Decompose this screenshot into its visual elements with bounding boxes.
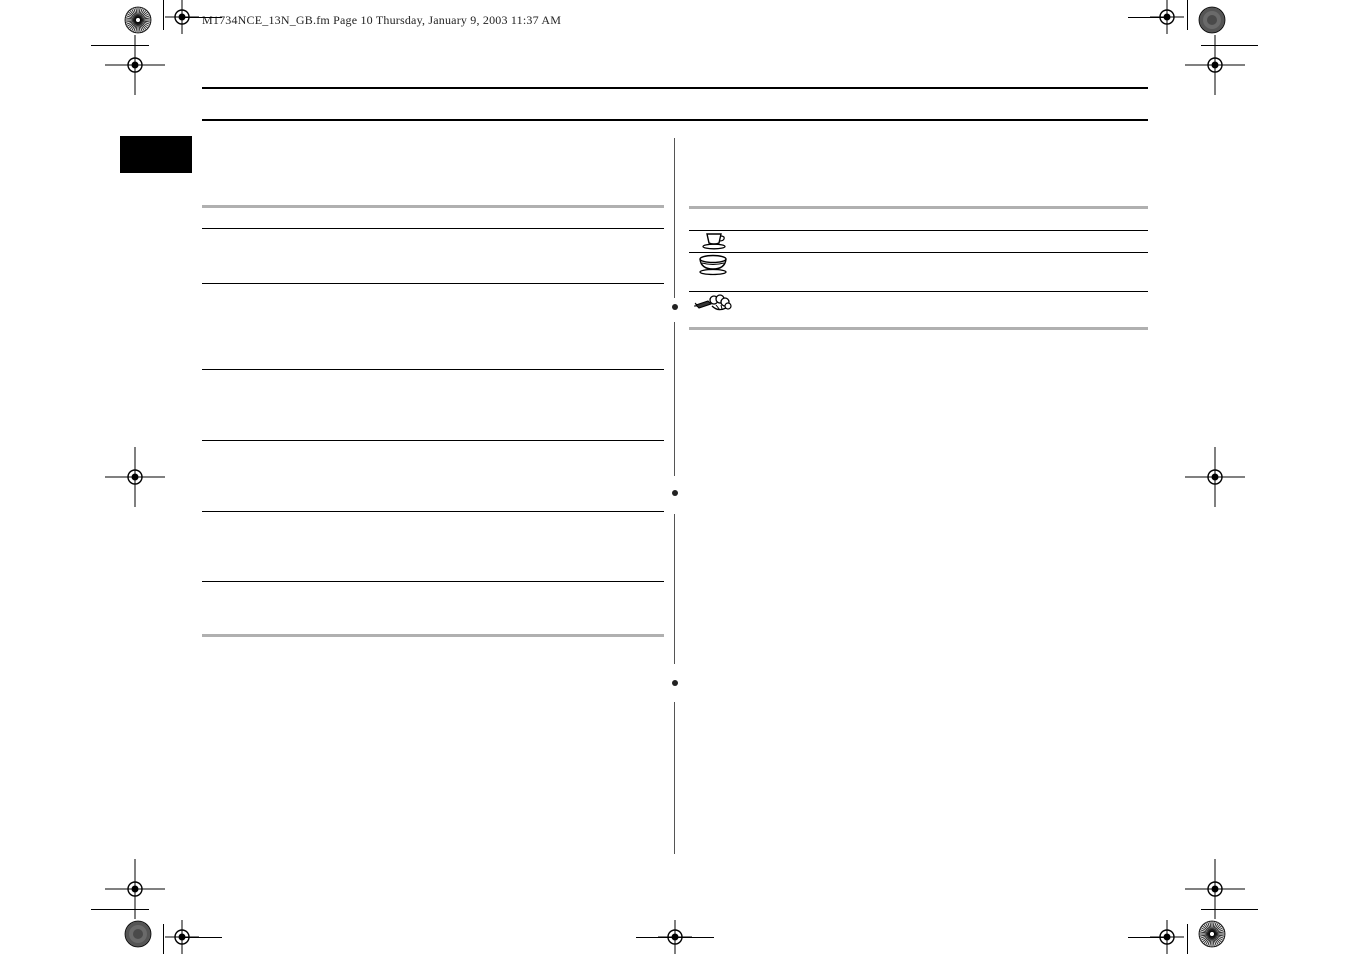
left-table-row-divider	[202, 440, 664, 441]
crop-line-vert-top-right	[1187, 0, 1188, 30]
column-divider	[674, 138, 675, 298]
left-table-row-divider	[202, 369, 664, 370]
crop-line-vert-bottom-right	[1187, 924, 1188, 954]
column-divider	[674, 514, 675, 664]
crop-line-bottom-inner-right	[1128, 937, 1168, 938]
column-divider	[674, 702, 675, 854]
crop-line-top-left	[91, 45, 149, 46]
crop-line-vert-bottom-left	[163, 924, 164, 954]
right-table-row-divider	[689, 291, 1148, 292]
vegetables-icon	[694, 293, 734, 315]
divider-dot	[672, 680, 678, 686]
crop-line-top-right	[1201, 45, 1258, 46]
starburst-target-top-left	[124, 6, 152, 34]
registration-mark-mid-left	[105, 447, 165, 507]
bowl-icon	[697, 254, 729, 276]
right-table-top-border	[689, 206, 1148, 209]
file-header: M1734NCE_13N_GB.fm Page 10 Thursday, January 9, 2003 11:37 AM	[202, 13, 562, 27]
registration-mark-bottom-left	[105, 859, 165, 919]
right-table-row-divider	[689, 252, 1148, 253]
right-table-row-divider	[689, 230, 1148, 231]
divider-dot	[672, 304, 678, 310]
left-table-row-divider	[202, 581, 664, 582]
divider-dot	[672, 490, 678, 496]
crop-line-bottom-right	[1201, 909, 1258, 910]
registration-mark-mid-right	[1185, 447, 1245, 507]
crop-line-top-inner-left	[182, 17, 222, 18]
crop-line-bottom-inner-left	[182, 937, 222, 938]
starburst-target-bottom-right	[1198, 920, 1226, 948]
halftone-target-top-right	[1198, 6, 1226, 34]
header-rule	[202, 119, 1148, 121]
column-divider	[674, 322, 675, 476]
right-table-bottom-border	[689, 327, 1148, 330]
halftone-target-bottom-left	[124, 920, 152, 948]
left-table-bottom-border	[202, 634, 664, 637]
crop-line-top-inner-right	[1128, 17, 1168, 18]
left-table-row-divider	[202, 228, 664, 229]
registration-mark-top-right	[1185, 35, 1245, 95]
left-table-row-divider	[202, 511, 664, 512]
registration-mark-top-left	[105, 35, 165, 95]
crop-line-vert-top-left	[163, 0, 164, 30]
crop-line-bottom-left	[91, 909, 149, 910]
registration-mark-bottom-right	[1185, 859, 1245, 919]
cup-icon	[701, 232, 727, 250]
left-table-top-border	[202, 205, 664, 208]
left-table-row-divider	[202, 283, 664, 284]
section-tab	[120, 136, 192, 173]
crop-line-bottom-center	[636, 937, 714, 938]
top-rule	[202, 87, 1148, 89]
